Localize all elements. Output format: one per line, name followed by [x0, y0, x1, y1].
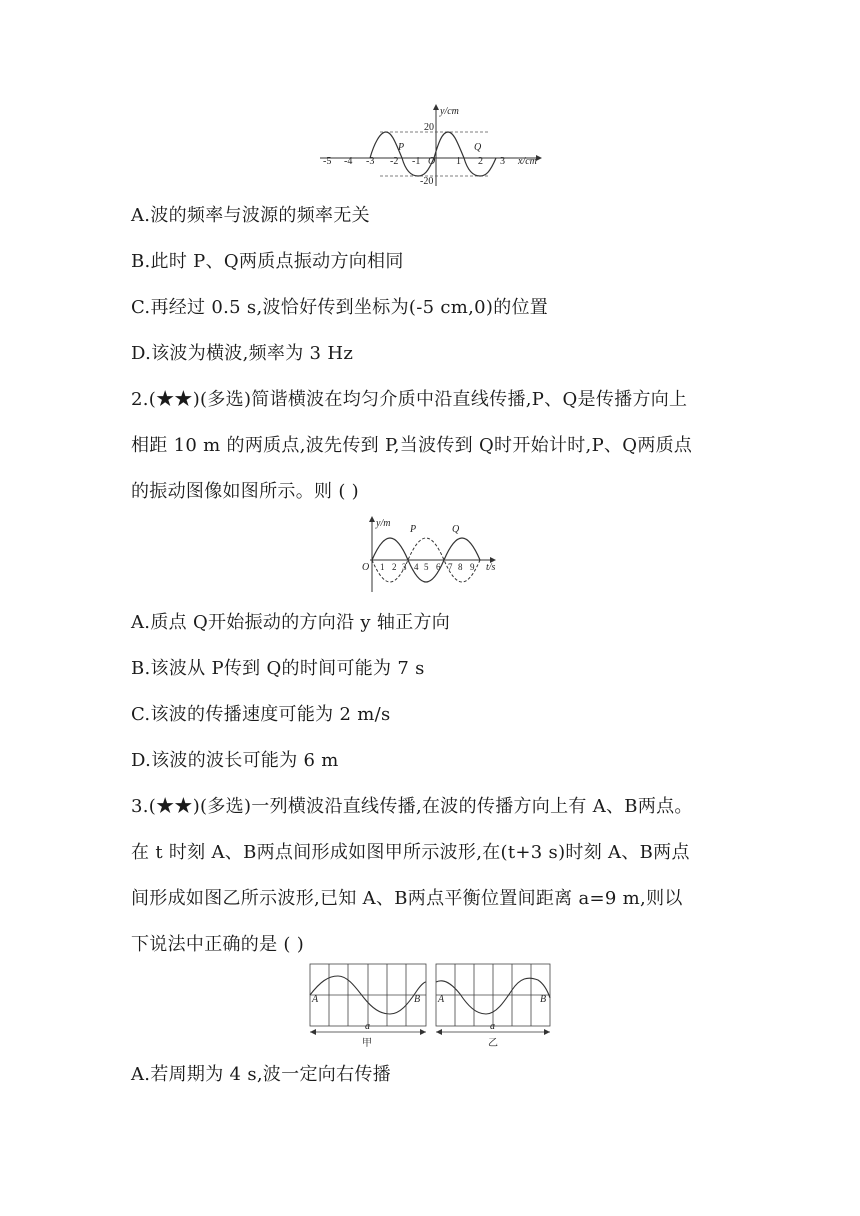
t-tick-6: 6	[436, 562, 441, 572]
x-tick-neg3: -3	[366, 156, 375, 167]
q3-stem-line-1: 3.(★★)(多选)一列横波沿直线传播,在波的传播方向上有 A、B两点。	[131, 796, 693, 817]
y-axis-arrow	[433, 104, 439, 110]
t-tick-1: 1	[380, 562, 385, 572]
x-tick-neg5: -5	[323, 156, 332, 167]
q1-option-d: D.该波为横波,频率为 3 Hz	[131, 343, 354, 364]
panel-right-dimension-arrow-left	[436, 1029, 442, 1035]
q2-option-d: D.该波的波长可能为 6 m	[131, 750, 339, 771]
q3-stem-line-3: 间形成如图乙所示波形,已知 A、B两点平衡位置间距离 a=9 m,则以	[131, 888, 683, 909]
y-axis-arrow	[369, 516, 375, 522]
q2-option-c: C.该波的传播速度可能为 2 m/s	[131, 704, 391, 725]
panel-right-label-b: B	[540, 994, 547, 1005]
t-axis-label: t/s	[486, 562, 496, 573]
vibration-graph-figure	[358, 512, 504, 594]
waveform-panels-figure	[306, 962, 556, 1052]
panel-right-grid	[436, 964, 550, 1026]
t-tick-origin: O	[362, 562, 370, 573]
point-label-q: Q	[474, 142, 482, 153]
point-label-p: P	[398, 142, 405, 153]
t-tick-9: 9	[470, 562, 475, 572]
q1-option-a: A.波的频率与波源的频率无关	[131, 205, 370, 226]
curve-label-q: Q	[452, 524, 460, 535]
t-tick-8: 8	[458, 562, 463, 572]
panel-left-dimension-label: a	[365, 1021, 370, 1032]
q3-stem-line-2: 在 t 时刻 A、B两点间形成如图甲所示波形,在(t+3 s)时刻 A、B两点	[131, 842, 690, 863]
panel-left-dimension-arrow-left	[310, 1029, 316, 1035]
panel-right-label-a: A	[438, 994, 445, 1005]
curve-label-p: P	[410, 524, 417, 535]
q3-option-a: A.若周期为 4 s,波一定向右传播	[131, 1064, 391, 1085]
y-axis-label: y/cm	[440, 106, 459, 117]
x-axis-label: x/cm	[518, 156, 537, 167]
q2-stem-line-1: 2.(★★)(多选)简谐横波在均匀介质中沿直线传播,P、Q是传播方向上	[131, 389, 688, 410]
x-tick-1: 1	[456, 156, 461, 167]
x-tick-origin: O	[428, 156, 436, 167]
panel-right-dimension-arrow-right	[544, 1029, 550, 1035]
q2-option-b: B.该波从 P传到 Q的时间可能为 7 s	[131, 658, 425, 679]
x-tick-2: 2	[478, 156, 483, 167]
q2-stem-line-3: 的振动图像如图所示。则 ( )	[131, 481, 359, 502]
t-tick-5: 5	[424, 562, 429, 572]
t-tick-2: 2	[392, 562, 397, 572]
x-tick-neg2: -2	[390, 156, 399, 167]
panel-left-grid	[310, 964, 426, 1026]
wave-curve	[370, 132, 496, 176]
x-tick-neg1: -1	[412, 156, 421, 167]
y-tick-20: 20	[424, 122, 434, 133]
t-tick-3: 3	[402, 562, 407, 572]
wave-graph-figure	[318, 102, 544, 188]
panel-left-dimension-arrow-right	[420, 1029, 426, 1035]
y-tick-neg20: -20	[420, 176, 434, 187]
q2-stem-line-2: 相距 10 m 的两质点,波先传到 P,当波传到 Q时开始计时,P、Q两质点	[131, 435, 693, 456]
t-tick-4: 4	[414, 562, 419, 572]
panel-left-label-b: B	[414, 994, 421, 1005]
t-tick-7: 7	[448, 562, 453, 572]
panel-left-caption: 甲	[362, 1038, 372, 1049]
q3-stem-line-4: 下说法中正确的是 ( )	[131, 934, 305, 955]
x-tick-neg4: -4	[344, 156, 353, 167]
panel-right-caption: 乙	[488, 1038, 498, 1049]
q2-option-a: A.质点 Q开始振动的方向沿 y 轴正方向	[131, 612, 451, 633]
x-tick-3: 3	[500, 156, 505, 167]
y-axis-label: y/m	[376, 518, 391, 529]
panel-left-label-a: A	[312, 994, 319, 1005]
q1-option-c: C.再经过 0.5 s,波恰好传到坐标为(-5 cm,0)的位置	[131, 297, 549, 318]
x-axis-arrow	[536, 155, 542, 161]
q1-option-b: B.此时 P、Q两质点振动方向相同	[131, 251, 404, 272]
panel-right-dimension-label: a	[490, 1021, 495, 1032]
